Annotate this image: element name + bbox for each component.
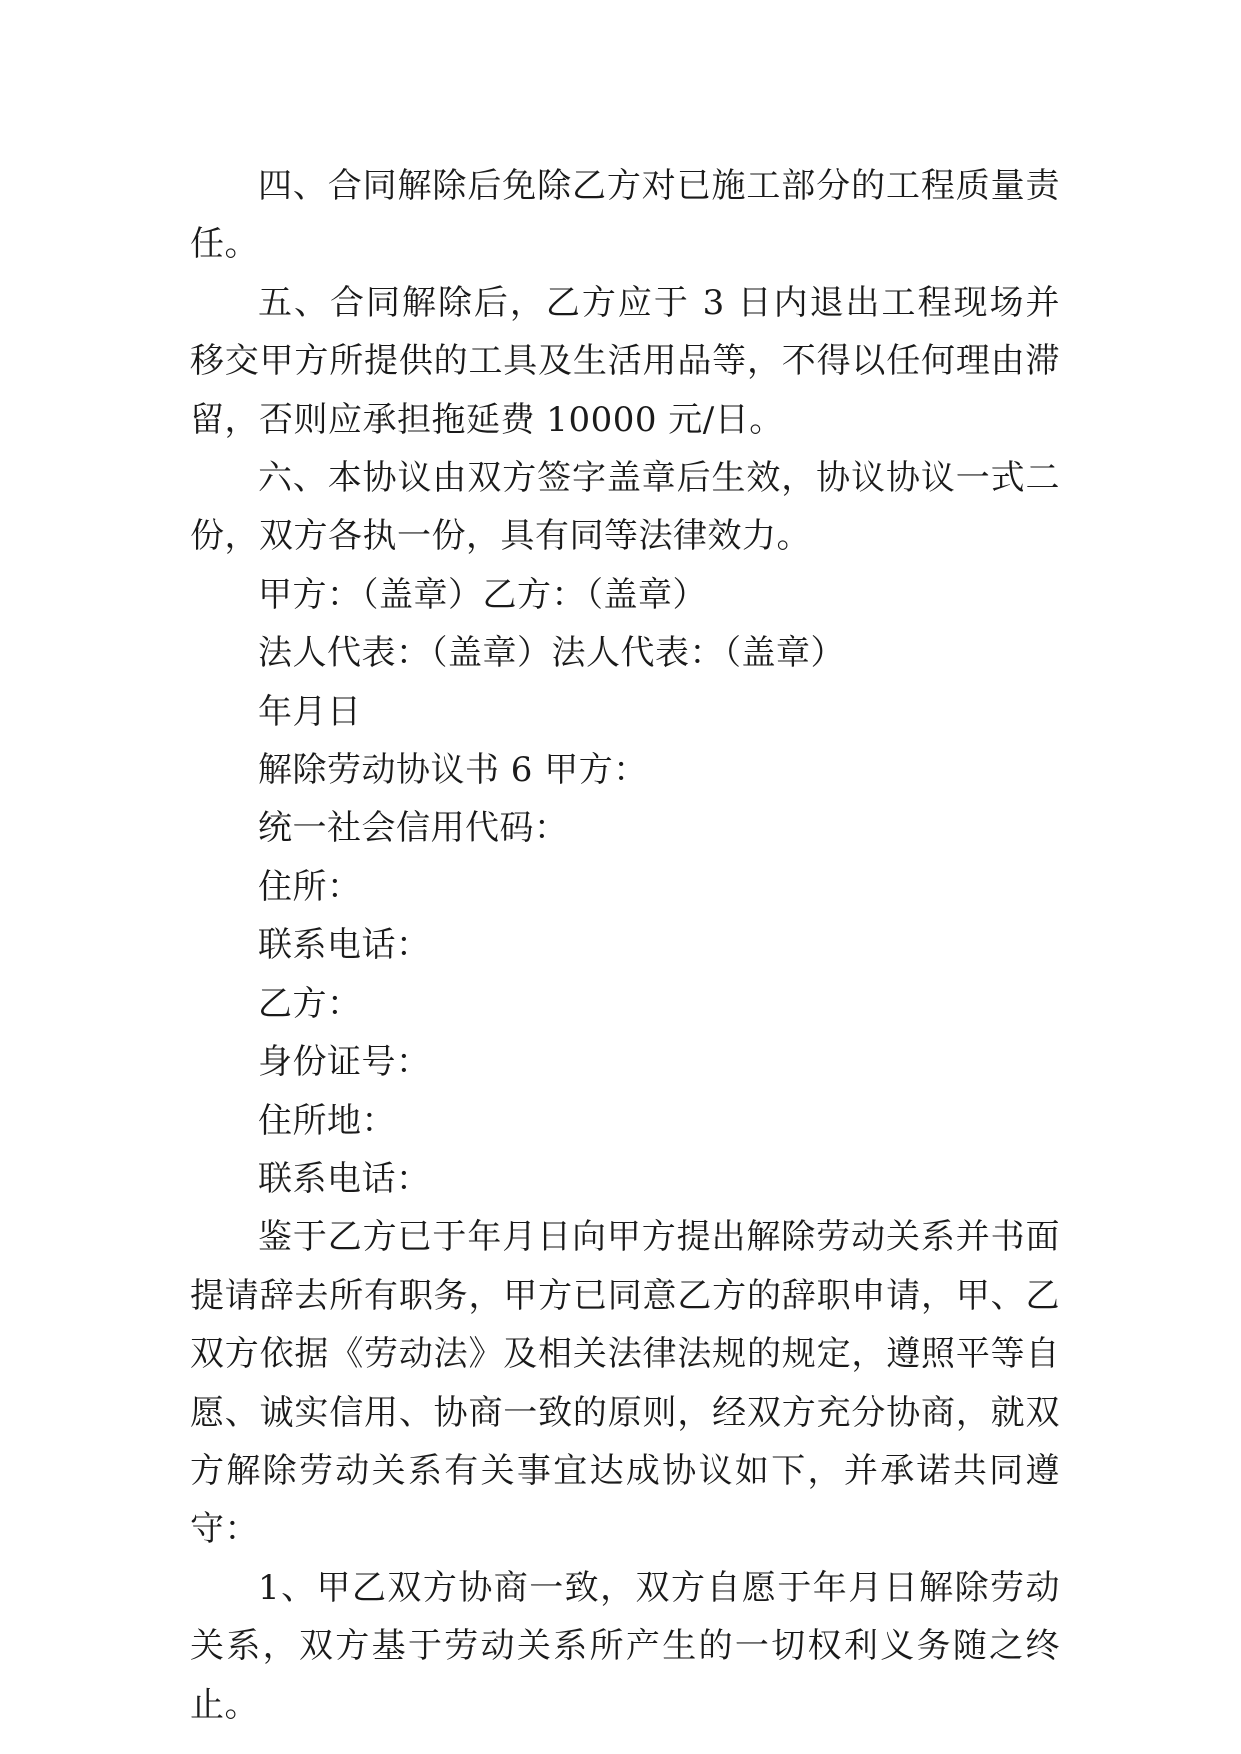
date-line: 年月日 — [258, 691, 362, 732]
field-id-number: 身份证号： — [258, 1042, 431, 1083]
field-residence: 住所地： — [258, 1100, 396, 1141]
paragraph-preamble: 鉴于乙方已于年月日向甲方提出解除劳动关系并书面提请辞去所有职务，甲方已同意乙方的辞职申请，甲、乙双方依据《劳动法》及相关法律法规的规定，遵照平等自愿、诚实信用、协商一致的原则，经双方充分协商，就双方解除劳动关系有关事宜达成协议如下，并承诺共同遵守： — [190, 1217, 1060, 1550]
field-address: 住所： — [258, 866, 362, 907]
field-phone-party-b: 联系电话： — [258, 1158, 431, 1199]
field-party-b: 乙方： — [258, 983, 362, 1024]
paragraph-clause-5: 五、合同解除后，乙方应于 3 日内退出工程现场并移交甲方所提供的工具及生活用品等，不得以任何理由滞留，否则应承担拖延费 10000 元/日。 — [190, 282, 1060, 440]
signature-representative-line: 法人代表：（盖章）法人代表：（盖章） — [258, 633, 845, 674]
field-credit-code: 统一社会信用代码： — [258, 808, 569, 849]
field-phone-party-a: 联系电话： — [258, 925, 431, 966]
document-body — [190, 157, 1060, 1734]
paragraph-article-1: 1、甲乙双方协商一致，双方自愿于年月日解除劳动关系，双方基于劳动关系所产生的一切权利义务随之终止。 — [190, 1567, 1060, 1725]
paragraph-clause-4: 四、合同解除后免除乙方对已施工部分的工程质量责任。 — [190, 166, 1060, 265]
agreement-title-party-a: 解除劳动协议书 6 甲方： — [258, 750, 648, 791]
paragraph-clause-6: 六、本协议由双方签字盖章后生效，协议协议一式二份，双方各执一份，具有同等法律效力。 — [190, 458, 1060, 557]
signature-party-line: 甲方：（盖章）乙方：（盖章） — [258, 574, 707, 615]
